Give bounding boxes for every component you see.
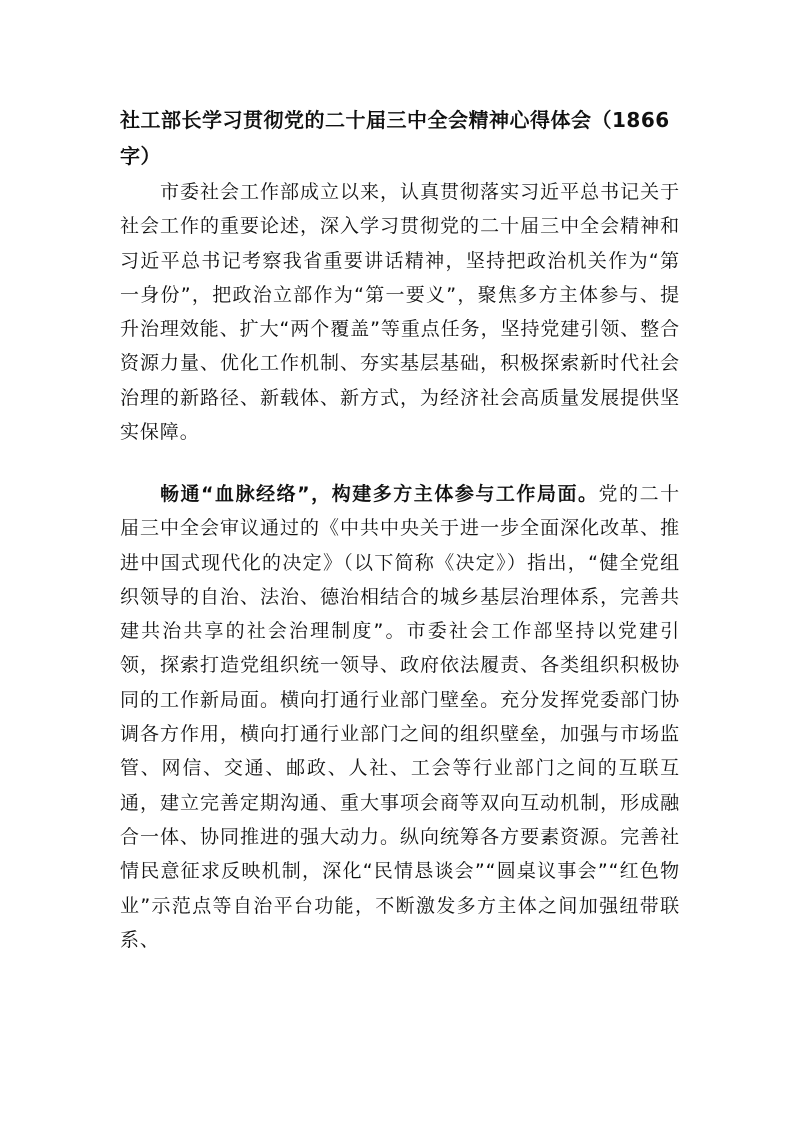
- paragraph-section-one-text: 党的二十届三中全会审议通过的《中共中央关于进一步全面深化改革、推进中国式现代化的决定》（以下简称《决定》）指出，“健全党组织领导的自治、法治、德治相结合的城乡基层治理体系，完善共建共治共享的社会治理制度”。市委社会工作部坚持以党建引领，探索打造党组织统一领导、政府依法履责、各类组织积极协同的工作新局面。横向打通行业部门壁垒。充分发挥党委部门协调各方作用，横向打通行业部门之间的组织壁垒，加强与市场监管、网信、交通、邮政、人社、工会等行业部门之间的互联互通，建立完善定期沟通、重大事项会商等双向互动机制，形成融合一体、协同推进的强大动力。纵向统筹各方要素资源。完善社情民意征求反映机制，深化“民情恳谈会”“圆桌议事会”“红色物业”示范点等自治平台功能，不断激发多方主体之间加强纽带联系、: [120, 483, 680, 951]
- section-one-heading: 畅通“血脉经络”，构建多方主体参与工作局面。: [160, 483, 599, 505]
- paragraph-intro: [120, 175, 680, 449]
- paragraph-intro-text: 市委社会工作部成立以来，认真贯彻落实习近平总书记关于社会工作的重要论述，深入学习贯彻党的二十届三中全会精神和习近平总书记考察我省重要讲话精神，坚持把政治机关作为“第一身份”，把政治立部作为“第一要义”，聚焦多方主体参与、提升治理效能、扩大“两个覆盖”等重点任务，坚持党建引领、整合资源力量、优化工作机制、夯实基层基础，积极探索新时代社会治理的新路径、新载体、新方式，为经济社会高质量发展提供坚实保障。: [120, 181, 680, 444]
- document-title: 社工部长学习贯彻党的二十届三中全会精神心得体会（1866字）: [120, 108, 670, 168]
- paragraph-section-one: [120, 477, 680, 957]
